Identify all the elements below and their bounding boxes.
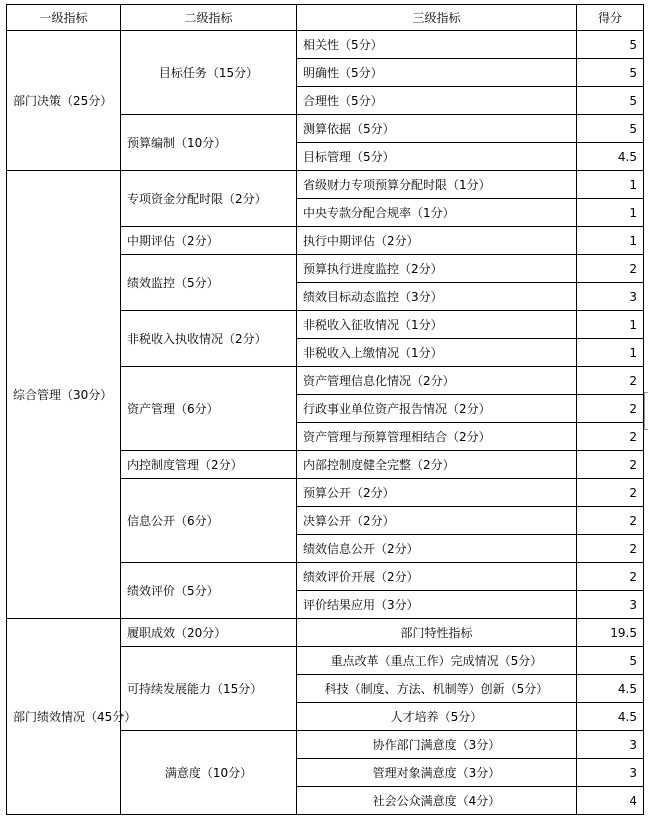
score-cell: 3 bbox=[577, 731, 644, 759]
score-cell: 5 bbox=[577, 31, 644, 59]
score-cell: 2 bbox=[577, 395, 644, 423]
level3-cell: 行政事业单位资产报告情况（2分） bbox=[297, 395, 577, 423]
level2-cell: 履职成效（20分） bbox=[121, 619, 297, 647]
score-cell: 1 bbox=[577, 339, 644, 367]
score-cell: 2 bbox=[577, 507, 644, 535]
level2-cell: 资产管理（6分） bbox=[121, 367, 297, 451]
level3-cell: 省级财力专项预算分配时限（1分） bbox=[297, 171, 577, 199]
score-cell: 3 bbox=[577, 283, 644, 311]
level3-cell: 预算执行进度监控（2分） bbox=[297, 255, 577, 283]
level3-cell: 人才培养（5分） bbox=[297, 703, 577, 731]
score-cell: 19.5 bbox=[577, 619, 644, 647]
level2-cell: 非税收入执收情况（2分） bbox=[121, 311, 297, 367]
level3-cell: 中央专款分配合规率（1分） bbox=[297, 199, 577, 227]
header-row bbox=[7, 5, 644, 31]
level1-cell: 部门绩效情况（45分） bbox=[7, 619, 121, 815]
score-cell: 1 bbox=[577, 311, 644, 339]
level3-cell: 非税收入上缴情况（1分） bbox=[297, 339, 577, 367]
level3-cell: 部门特性指标 bbox=[297, 619, 577, 647]
score-cell: 2 bbox=[577, 535, 644, 563]
level2-cell: 目标任务（15分） bbox=[121, 31, 297, 115]
score-cell: 5 bbox=[577, 59, 644, 87]
table-row bbox=[7, 619, 644, 647]
level3-cell: 决算公开（2分） bbox=[297, 507, 577, 535]
header-level2: 二级指标 bbox=[121, 5, 297, 31]
level3-cell: 科技（制度、方法、机制等）创新（5分） bbox=[297, 675, 577, 703]
header-level3: 三级指标 bbox=[297, 5, 577, 31]
level3-cell: 社会公众满意度（4分） bbox=[297, 787, 577, 815]
level3-cell: 管理对象满意度（3分） bbox=[297, 759, 577, 787]
score-cell: 2 bbox=[577, 479, 644, 507]
score-cell: 5 bbox=[577, 647, 644, 675]
level2-cell: 信息公开（6分） bbox=[121, 479, 297, 563]
header-level1: 一级指标 bbox=[7, 5, 121, 31]
score-cell: 4.5 bbox=[577, 703, 644, 731]
level3-cell: 内部控制度健全完整（2分） bbox=[297, 451, 577, 479]
level2-cell: 内控制度管理（2分） bbox=[121, 451, 297, 479]
level3-cell: 重点改革（重点工作）完成情况（5分） bbox=[297, 647, 577, 675]
level1-cell: 部门决策（25分） bbox=[7, 31, 121, 171]
level3-cell: 资产管理信息化情况（2分） bbox=[297, 367, 577, 395]
level2-cell: 专项资金分配时限（2分） bbox=[121, 171, 297, 227]
level2-cell: 满意度（10分） bbox=[121, 731, 297, 815]
level2-cell: 可持续发展能力（15分） bbox=[121, 647, 297, 731]
score-cell: 4.5 bbox=[577, 143, 644, 171]
score-cell: 3 bbox=[577, 759, 644, 787]
level2-cell: 绩效评价（5分） bbox=[121, 563, 297, 619]
score-cell: 1 bbox=[577, 199, 644, 227]
score-cell: 2 bbox=[577, 563, 644, 591]
level3-cell: 明确性（5分） bbox=[297, 59, 577, 87]
level3-cell: 目标管理（5分） bbox=[297, 143, 577, 171]
level3-cell: 执行中期评估（2分） bbox=[297, 227, 577, 255]
level3-cell: 相关性（5分） bbox=[297, 31, 577, 59]
level3-cell: 绩效评价开展（2分） bbox=[297, 563, 577, 591]
score-cell: 5 bbox=[577, 87, 644, 115]
table-row bbox=[7, 171, 644, 199]
level2-cell: 中期评估（2分） bbox=[121, 227, 297, 255]
score-cell: 2 bbox=[577, 423, 644, 451]
score-cell: 4.5 bbox=[577, 675, 644, 703]
level3-cell: 绩效信息公开（2分） bbox=[297, 535, 577, 563]
level3-cell: 预算公开（2分） bbox=[297, 479, 577, 507]
score-cell: 2 bbox=[577, 255, 644, 283]
table-row bbox=[7, 31, 644, 59]
level3-cell: 测算依据（5分） bbox=[297, 115, 577, 143]
level1-cell: 综合管理（30分） bbox=[7, 171, 121, 619]
level2-cell: 预算编制（10分） bbox=[121, 115, 297, 171]
score-cell: 4 bbox=[577, 787, 644, 815]
score-cell: 3 bbox=[577, 591, 644, 619]
level2-cell: 绩效监控（5分） bbox=[121, 255, 297, 311]
level3-cell: 评价结果应用（3分） bbox=[297, 591, 577, 619]
level3-cell: 非税收入征收情况（1分） bbox=[297, 311, 577, 339]
level3-cell: 资产管理与预算管理相结合（2分） bbox=[297, 423, 577, 451]
score-cell: 1 bbox=[577, 171, 644, 199]
page-edge-marker bbox=[644, 392, 648, 430]
score-cell: 2 bbox=[577, 367, 644, 395]
level3-cell: 合理性（5分） bbox=[297, 87, 577, 115]
score-cell: 1 bbox=[577, 227, 644, 255]
level3-cell: 绩效目标动态监控（3分） bbox=[297, 283, 577, 311]
level3-cell: 协作部门满意度（3分） bbox=[297, 731, 577, 759]
score-cell: 2 bbox=[577, 451, 644, 479]
score-cell: 5 bbox=[577, 115, 644, 143]
performance-score-table bbox=[6, 4, 644, 815]
header-score: 得分 bbox=[577, 5, 644, 31]
